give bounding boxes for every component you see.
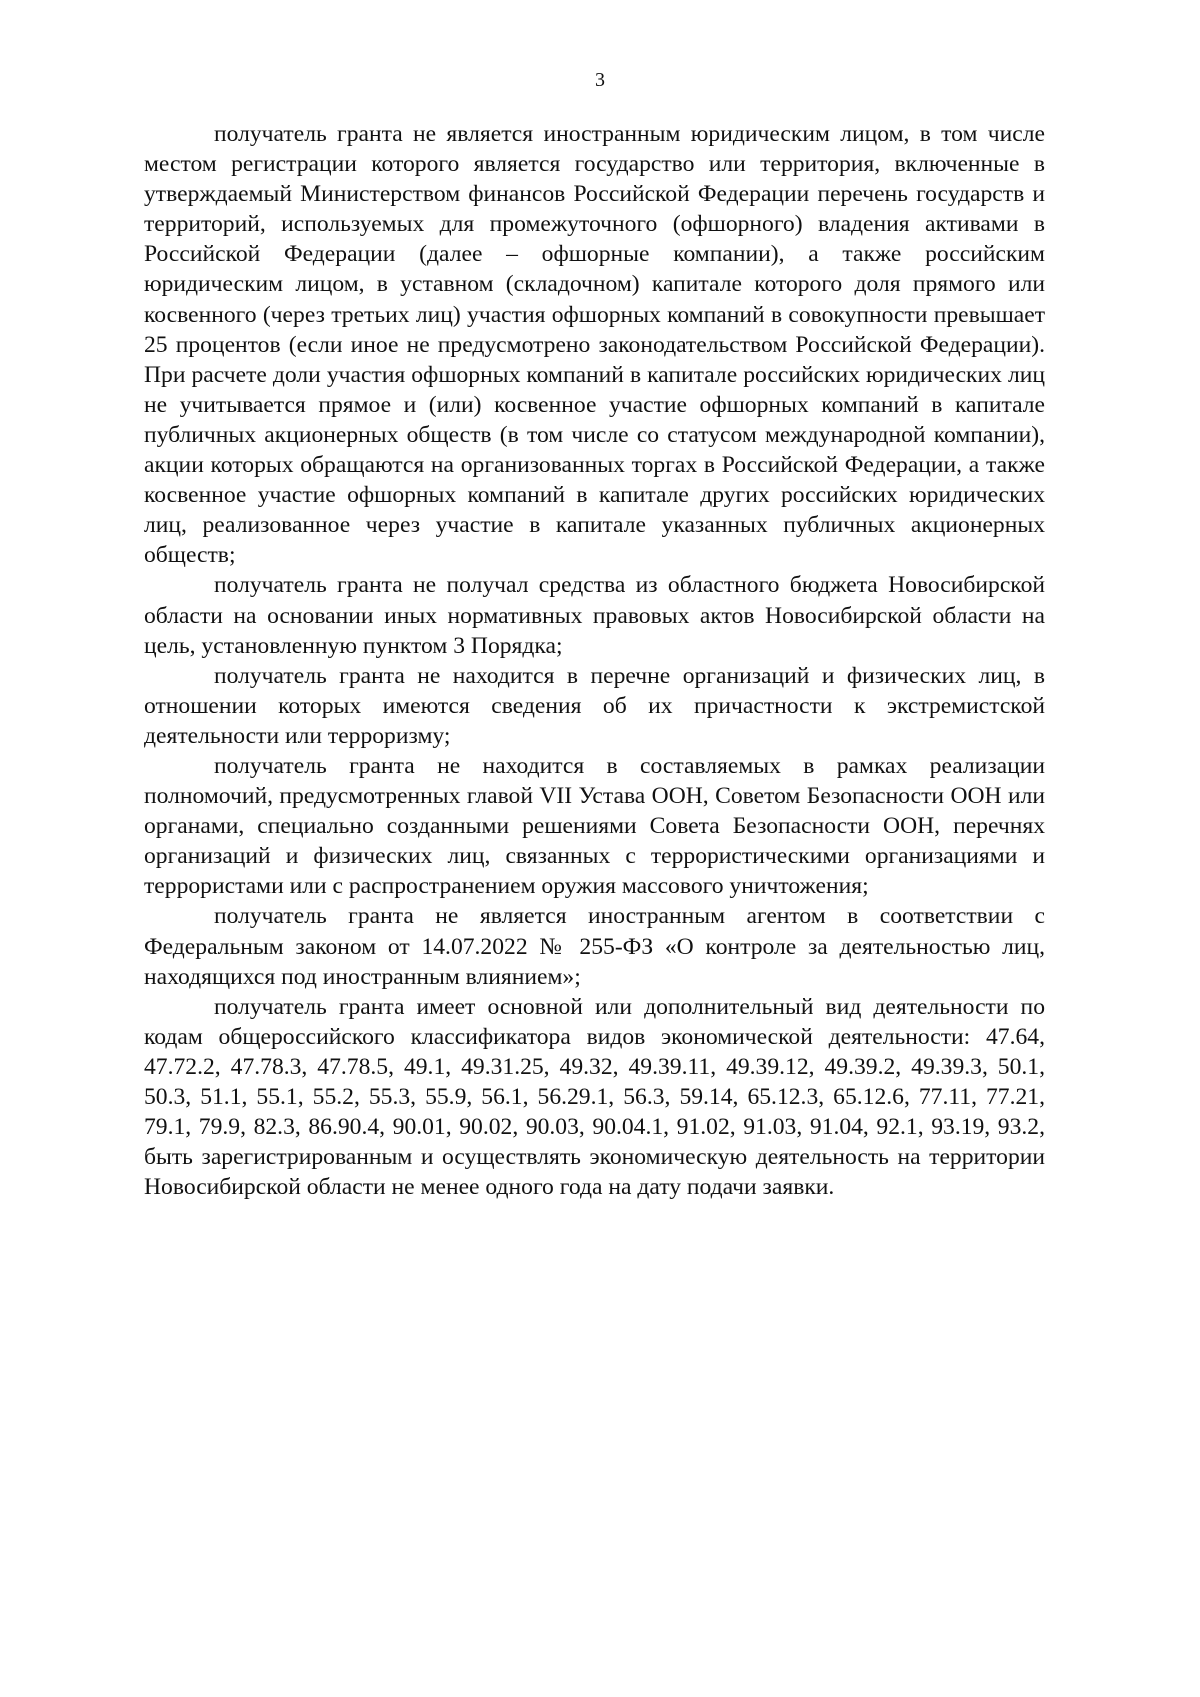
page-number: 3 bbox=[595, 69, 605, 91]
document-body bbox=[144, 119, 1045, 1202]
paragraph-un-sanctions-list: получатель гранта не находится в составляемых в рамках реализации полномочий, предусмотренных главой VII Устава ООН, Советом Безопасности ООН или органами, специально созданными решениями Совета Безопасности ООН, перечнях организаций и физических лиц, связанных с террористическими организациями и террористами или с распространением оружия массового уничтожения; bbox=[144, 752, 1045, 900]
paragraph-no-regional-funds: получатель гранта не получал средства из областного бюджета Новосибирской области на основании иных нормативных правовых актов Новосибирской области на цель, установленную пунктом 3 Порядка; bbox=[144, 572, 1045, 659]
paragraph-extremism-list: получатель гранта не находится в перечне организаций и физических лиц, в отношении которых имеются сведения об их причастности к экстремистской деятельности или терроризму; bbox=[144, 662, 1045, 749]
paragraph-foreign-agent: получатель гранта не является иностранным агентом в соответствии с Федеральным законом от 14.07.2022 № 255-ФЗ «О контроле за деятельностью лиц, находящихся под иностранным влиянием»; bbox=[144, 903, 1045, 990]
paragraph-offshore-requirement: получатель гранта не является иностранным юридическим лицом, в том числе местом регистрации которого является государство или территория, включенные в утверждаемый Министерством финансов Российской Федерации перечень государств и территорий, используемых для промежуточного (офшорного) владения активами в Российской Федерации (далее – офшорные компании), а также российским юридическим лицом, в уставном (складочном) капитале которого доля прямого или косвенного (через третьих лиц) участия офшорных компаний в совокупности превышает 25 процентов (если иное не предусмотрено законодательством Российской Федерации). При расчете доли участия офшорных компаний в капитале российских юридических лиц не учитывается прямое и (или) косвенное участие офшорных компаний в капитале публичных акционерных обществ (в том числе со статусом международной компании), акции которых обращаются на организованных торгах в Российской Федерации, а также косвенное участие офшорных компаний в капитале других российских юридических лиц, реализованное через участие в капитале указанных публичных акционерных обществ; bbox=[144, 121, 1045, 569]
paragraph-okved-codes: получатель гранта имеет основной или дополнительный вид деятельности по кодам общероссийского классификатора видов экономической деятельности: 47.64, 47.72.2, 47.78.3, 47.78.5, 49.1, 49.31.25, 49.32, 49.39.11, 49.39.12, 49.39.2, 49.39.3, 50.1, 50.3, 51.1, 55.1, 55.2, 55.3, 55.9, 56.1, 56.29.1, 56.3, 59.14, 65.12.3, 65.12.6, 77.11, 77.21, 79.1, 79.9, 82.3, 86.90.4, 90.01, 90.02, 90.03, 90.04.1, 91.02, 91.03, 91.04, 92.1, 93.19, 93.2, быть зарегистрированным и осуществлять экономическую деятельность на территории Новосибирской области не менее одного года на дату подачи заявки. bbox=[144, 993, 1045, 1201]
